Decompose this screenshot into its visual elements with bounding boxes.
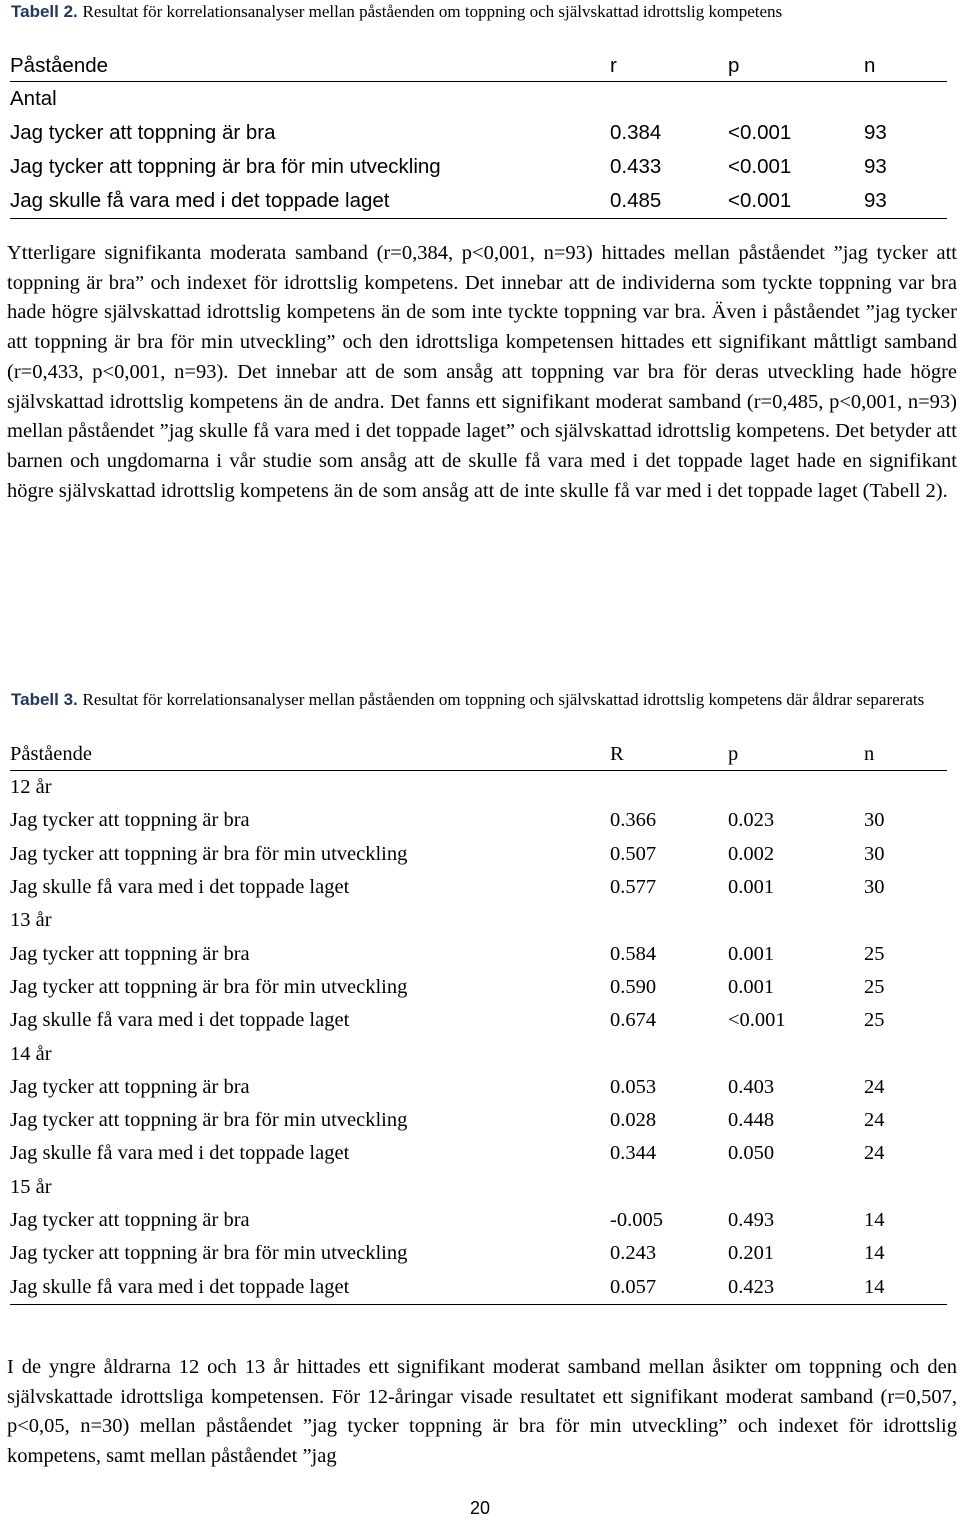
row-n: 25 bbox=[864, 942, 885, 965]
row-label: Jag tycker att toppning är bra bbox=[10, 942, 250, 965]
table2-caption-label: Tabell 2. bbox=[11, 2, 78, 21]
row-p: <0.001 bbox=[728, 155, 792, 178]
row-n: 25 bbox=[864, 975, 885, 998]
table2-header-r: r bbox=[610, 51, 728, 82]
body-paragraph-1: Ytterligare signifikanta moderata samband (r=0,384, p<0,001, n=93) hittades mellan påståendet ”jag tycker att toppning är bra” och indexet för idrottslig kompetens. Det innebar att de individerna som tyckte toppning var bra hade högre självskattad idrottslig kompetens än de som inte tyckte toppning var bra. Även i påståendet ”jag tycker att toppning är bra för min utveckling” och den idrottsliga kompetensen hittades ett signifikant måttligt samband (r=0,433, p<0,001, n=93). Det innebar att de som ansåg att toppning var bra för deras utveckling hade högre självskattad idrottslig kompetens än de andra. Det fanns ett signifikant moderat samband (r=0,485, p<0,001, n=93) mellan påståendet ”jag skulle få vara med i det toppade laget” och självskattad idrottslig kompetens. Det betyder att barnen och ungdomarna i vår studie som ansåg att de skulle få vara med i det toppade laget hade en signifikant högre självskattad idrottslig kompetens än de som ansåg att de inte skulle få var med i det toppade laget (Tabell 2). bbox=[7, 242, 957, 502]
row-r bbox=[610, 1171, 728, 1204]
table3-header-n: n bbox=[864, 738, 947, 771]
row-p: 0.448 bbox=[728, 1109, 775, 1132]
row-label: Jag tycker att toppning är bra bbox=[10, 809, 250, 832]
row-n: 25 bbox=[864, 1009, 885, 1032]
table3-header-p: p bbox=[728, 738, 864, 771]
row-p bbox=[728, 904, 864, 937]
row-r: 0.584 bbox=[610, 942, 657, 965]
row-r: 0.590 bbox=[610, 975, 657, 998]
row-label: 14 år bbox=[10, 1042, 52, 1065]
page-number: 20 bbox=[469, 1498, 491, 1518]
row-label: 12 år bbox=[10, 776, 52, 799]
table3-caption-label: Tabell 3. bbox=[11, 690, 78, 709]
table-row bbox=[10, 1071, 947, 1104]
table2-header-n: n bbox=[864, 51, 947, 82]
row-n: 14 bbox=[864, 1209, 885, 1231]
row-n: 30 bbox=[864, 842, 885, 865]
table-row bbox=[10, 937, 947, 970]
row-label: Jag skulle få vara med i det toppade laget bbox=[10, 1142, 350, 1165]
table-row bbox=[10, 1104, 947, 1137]
row-label: Jag tycker att toppning är bra för min utveckling bbox=[10, 975, 408, 998]
row-n: 93 bbox=[864, 155, 887, 178]
row-label: Antal bbox=[10, 87, 57, 110]
row-r bbox=[610, 1037, 728, 1070]
table-row bbox=[10, 184, 947, 219]
row-label: Jag skulle få vara med i det toppade laget bbox=[10, 1009, 350, 1032]
table-row bbox=[10, 1270, 947, 1304]
row-label: Jag skulle få vara med i det toppade laget bbox=[10, 876, 350, 899]
table-row bbox=[10, 971, 947, 1004]
row-p: 0.001 bbox=[728, 876, 775, 899]
table2-caption-text: Resultat för korrelationsanalyser mellan påståenden om toppning och självskattad idrottslig kompetens bbox=[82, 2, 783, 21]
row-p: 0.001 bbox=[728, 975, 775, 998]
row-n: 24 bbox=[864, 1142, 885, 1165]
table-row bbox=[10, 1204, 947, 1237]
body-paragraph-2: I de yngre åldrarna 12 och 13 år hittades ett signifikant moderat samband mellan åsikter om toppning och den självskattade idrottsliga kompetensen. För 12-åringar visade resultatet ett signifikant moderat samband (r=0,507, p<0,05, n=30) mellan påståendet ”jag tycker toppning är bra för min utveckling” och indexet för idrottslig kompetens, samt mellan påståendet ”jag bbox=[7, 1356, 957, 1468]
age-group-row-15 bbox=[10, 1171, 947, 1204]
table2-header-row bbox=[10, 51, 947, 82]
row-r: -0.005 bbox=[610, 1209, 663, 1231]
row-p bbox=[728, 1037, 864, 1070]
row-label: Jag tycker att toppning är bra bbox=[10, 1209, 250, 1231]
row-label: Jag skulle få vara med i det toppade laget bbox=[10, 1270, 610, 1304]
row-label: 15 år bbox=[10, 1175, 52, 1198]
row-r: 0.057 bbox=[610, 1270, 728, 1304]
row-r: 0.028 bbox=[610, 1109, 657, 1132]
table-row bbox=[10, 150, 947, 184]
row-label: Jag skulle få vara med i det toppade laget bbox=[10, 184, 610, 219]
row-label: Jag tycker att toppning är bra bbox=[10, 1075, 250, 1098]
table3-header-row bbox=[10, 738, 947, 771]
row-p bbox=[728, 771, 864, 805]
row-p: 0.023 bbox=[728, 809, 775, 832]
row-r: 0.507 bbox=[610, 842, 657, 865]
row-r: 0.433 bbox=[610, 155, 662, 178]
row-p: 0.493 bbox=[728, 1209, 775, 1231]
table2 bbox=[10, 51, 947, 219]
row-r: 0.485 bbox=[610, 184, 728, 219]
table-row bbox=[10, 804, 947, 837]
table-row bbox=[10, 871, 947, 904]
table2-caption bbox=[11, 1, 941, 23]
row-p: 0.201 bbox=[728, 1242, 775, 1265]
row-r: 0.674 bbox=[610, 1009, 657, 1032]
row-p: 0.423 bbox=[728, 1270, 864, 1304]
table-row bbox=[10, 1237, 947, 1270]
row-n: 30 bbox=[864, 809, 885, 832]
row-p: 0.002 bbox=[728, 842, 775, 865]
table2-header-statement: Påstående bbox=[10, 51, 610, 82]
row-r: 0.366 bbox=[610, 809, 657, 832]
row-label: Jag tycker att toppning är bra för min utveckling bbox=[10, 842, 408, 865]
row-n bbox=[864, 904, 947, 937]
row-p: <0.001 bbox=[728, 1009, 786, 1032]
age-group-row-12 bbox=[10, 771, 947, 805]
row-n: 93 bbox=[864, 184, 947, 219]
row-n bbox=[864, 82, 947, 117]
row-n: 93 bbox=[864, 121, 887, 144]
table-row bbox=[10, 1004, 947, 1037]
row-r: 0.243 bbox=[610, 1242, 657, 1265]
row-label: Jag tycker att toppning är bra för min utveckling bbox=[10, 1242, 408, 1265]
row-p: 0.001 bbox=[728, 942, 775, 965]
row-label: Jag tycker att toppning är bra bbox=[10, 121, 276, 144]
row-label: Jag tycker att toppning är bra för min utveckling bbox=[10, 1109, 408, 1132]
table-row bbox=[10, 116, 947, 150]
row-p: <0.001 bbox=[728, 121, 792, 144]
row-r: 0.053 bbox=[610, 1075, 657, 1098]
row-p bbox=[728, 82, 864, 117]
row-r: 0.577 bbox=[610, 876, 657, 899]
row-n: 24 bbox=[864, 1109, 885, 1132]
row-n: 14 bbox=[864, 1270, 947, 1304]
row-n: 14 bbox=[864, 1242, 885, 1265]
table3 bbox=[10, 738, 947, 1305]
row-n bbox=[864, 771, 947, 805]
row-p: <0.001 bbox=[728, 184, 864, 219]
row-label: 13 år bbox=[10, 909, 52, 932]
table-row bbox=[10, 838, 947, 871]
row-r: 0.384 bbox=[610, 121, 662, 144]
row-label: Jag tycker att toppning är bra för min utveckling bbox=[10, 155, 441, 178]
table-row bbox=[10, 82, 947, 117]
row-n: 24 bbox=[864, 1075, 885, 1098]
age-group-row-14 bbox=[10, 1037, 947, 1070]
row-r bbox=[610, 904, 728, 937]
table3-header-r: R bbox=[610, 738, 728, 771]
age-group-row-13 bbox=[10, 904, 947, 937]
table-row bbox=[10, 1137, 947, 1170]
row-n: 30 bbox=[864, 876, 885, 899]
row-r bbox=[610, 771, 728, 805]
table2-header-p: p bbox=[728, 51, 864, 82]
row-p: 0.050 bbox=[728, 1142, 775, 1165]
row-p bbox=[728, 1171, 864, 1204]
table3-caption-text: Resultat för korrelationsanalyser mellan påståenden om toppning och självskattad idrottslig kompetens där åldrar separerats bbox=[82, 690, 925, 709]
table3-header-statement: Påstående bbox=[10, 738, 610, 771]
table3-caption bbox=[11, 689, 941, 711]
row-n bbox=[864, 1037, 947, 1070]
row-r: 0.344 bbox=[610, 1142, 657, 1165]
row-n bbox=[864, 1171, 947, 1204]
row-p: 0.403 bbox=[728, 1075, 775, 1098]
row-r bbox=[610, 82, 728, 117]
